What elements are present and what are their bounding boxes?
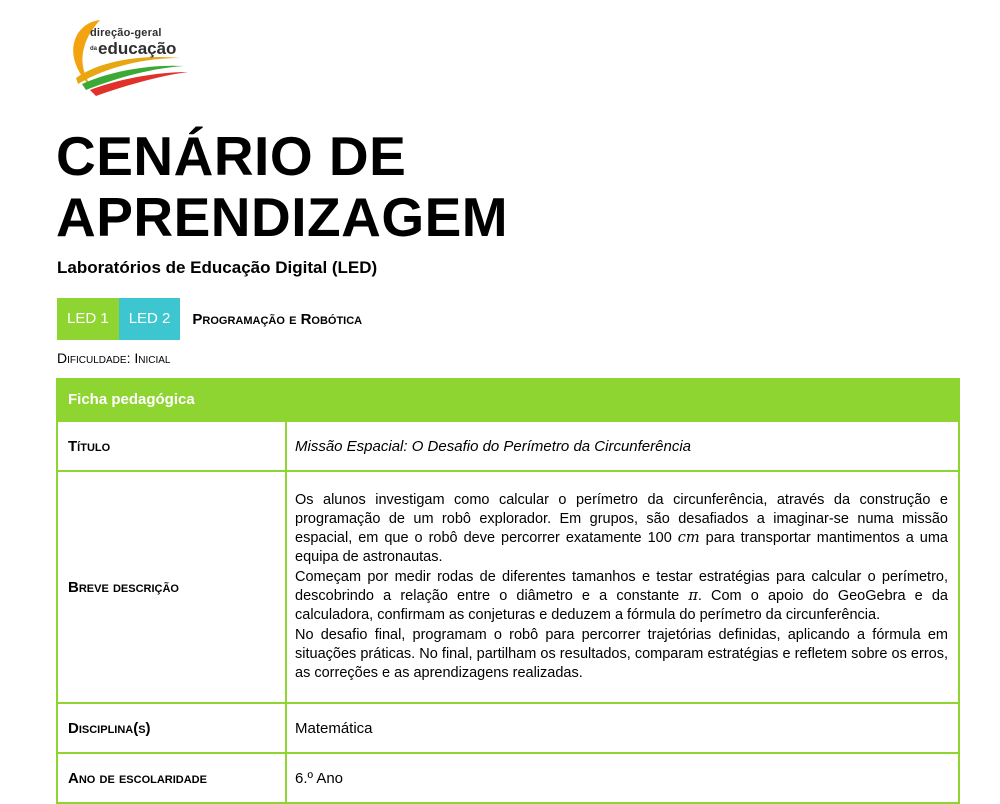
descricao-p2-text-end: . Com o apoio do GeoGebra e da calculadora, confirmam as conjeturas e deduzem a fórmula do perímetro da circunferência. <box>295 588 948 624</box>
descricao-p1-text-end: para transportar mantimentos a uma equipa de astronautas. <box>295 530 948 566</box>
page-title <box>56 126 508 248</box>
symbol-pi: π <box>688 588 698 604</box>
ficha-pedagogica-table <box>56 378 960 804</box>
logo-wordmark <box>90 28 176 57</box>
label-disciplina: Disciplina(s) <box>58 704 287 752</box>
page-title-line1: CENÁRIO DE <box>56 125 407 187</box>
logo-line2-wrap <box>90 40 176 57</box>
logo-prefix: da <box>90 45 98 52</box>
value-descricao <box>287 472 958 702</box>
tag-description: Programação e Robótica <box>192 310 363 328</box>
tag-led1: LED 1 <box>57 298 119 340</box>
descricao-p1-text: Os alunos investigam como calcular o perímetro da circunferência, através da construção e programação de um robô explorador. Em grupos, são desafiados a imaginar-se numa missão espacial, em que o robô deve percorrer exatamente 100 <box>295 491 948 547</box>
dge-logo <box>68 18 198 96</box>
descricao-p2-text: Começam por medir rodas de diferentes tamanhos e testar estratégias para calcular o perímetro, descobrindo a relação entre o diâmetro e a constante <box>295 568 948 604</box>
led-tags <box>57 298 362 340</box>
row-disciplina <box>58 702 958 752</box>
row-descricao <box>58 470 958 702</box>
descricao-paragraph-2 <box>295 568 948 626</box>
page-title-line2: APRENDIZAGEM <box>56 186 509 248</box>
ficha-header: Ficha pedagógica <box>58 380 958 420</box>
descricao-paragraph-1 <box>295 491 948 568</box>
tag-led2: LED 2 <box>119 298 181 340</box>
logo-line1: direção-geral <box>90 27 162 39</box>
value-disciplina: Matemática <box>295 719 373 737</box>
row-ano <box>58 752 958 802</box>
value-ano: 6.º Ano <box>295 769 344 787</box>
row-titulo <box>58 420 958 470</box>
logo-line2: educação <box>98 39 177 58</box>
descricao-paragraph-3: No desafio final, programam o robô para percorrer trajetórias definidas, aplicando a fórmula em situações práticas. No final, partilham os resultados, comparam estratégias e refletem sobre os erros, as correções e as aprendizagens realizadas. <box>295 626 948 682</box>
label-descricao: Breve descrição <box>58 472 287 702</box>
unit-cm: cm <box>677 530 700 547</box>
value-titulo: Missão Espacial: O Desafio do Perímetro da Circunferência <box>295 437 692 455</box>
page-subtitle: Laboratórios de Educação Digital (LED) <box>57 258 378 277</box>
label-titulo: Título <box>58 422 287 470</box>
difficulty-label: Dificuldade: Inicial <box>57 350 171 366</box>
label-ano: Ano de escolaridade <box>58 754 287 802</box>
